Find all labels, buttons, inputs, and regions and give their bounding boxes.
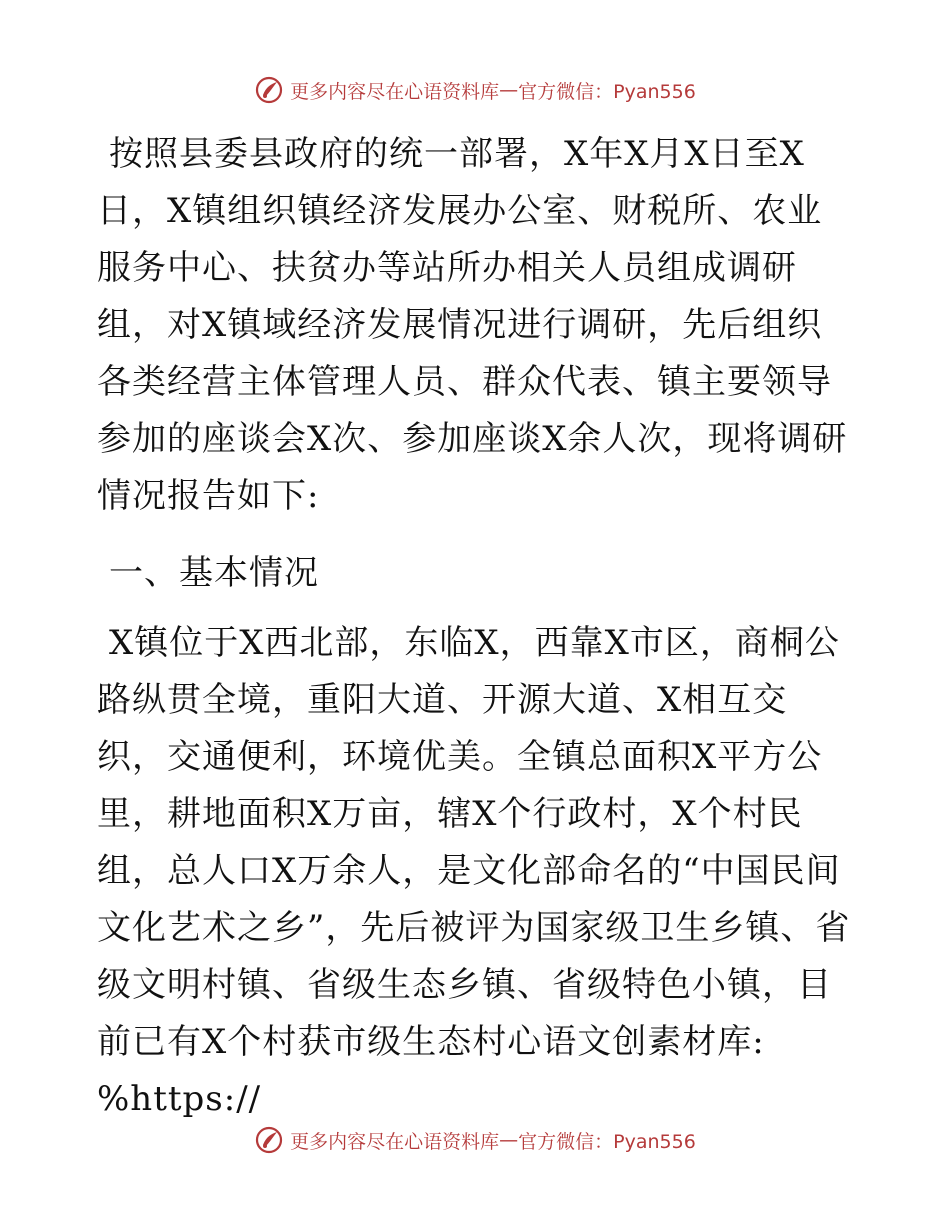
banner-text: 更多内容尽在心语资料库 [290, 1130, 500, 1153]
banner-separator: — [499, 79, 519, 101]
brush-logo-icon [254, 75, 284, 105]
brush-logo-icon [254, 1125, 284, 1155]
banner-text: 更多内容尽在心语资料库 [290, 80, 500, 103]
banner-separator: — [499, 1129, 519, 1151]
basic-situation-paragraph: X镇位于X西北部，东临X，西靠X市区，商桐公路纵贯全境，重阳大道、开源大道、X相互交织，交通便利，环境优美。全镇总面积X平方公里，耕地面积X万亩，辖X个行政村，X个村民组，总人口X万余人，是文化部命名的“中国民间文化艺术之乡”，先后被评为国家级卫生乡镇、省级文明村镇、省级生态乡镇、省级特色小镇，目前已有X个村获市级生态村心语文创素材库: %https:// [97, 623, 851, 1119]
header-banner [0, 70, 950, 110]
intro-paragraph: 按照县委县政府的统一部署，X年X月X日至X日，X镇组织镇经济发展办公室、财税所、农业服务中心、扶贫办等站所办相关人员组成调研组，对X镇域经济发展情况进行调研，先后组织各类经营主体管理人员、群众代表、镇主要领导参加的座谈会X次、参加座谈X余人次，现将调研情况报告如下: [97, 134, 848, 516]
footer-banner [0, 1120, 950, 1160]
banner-wechat: 官方微信：Pyan556 [518, 1130, 696, 1153]
section-heading: 一、基本情况 [109, 553, 319, 593]
banner-wechat: 官方微信：Pyan556 [518, 80, 696, 103]
